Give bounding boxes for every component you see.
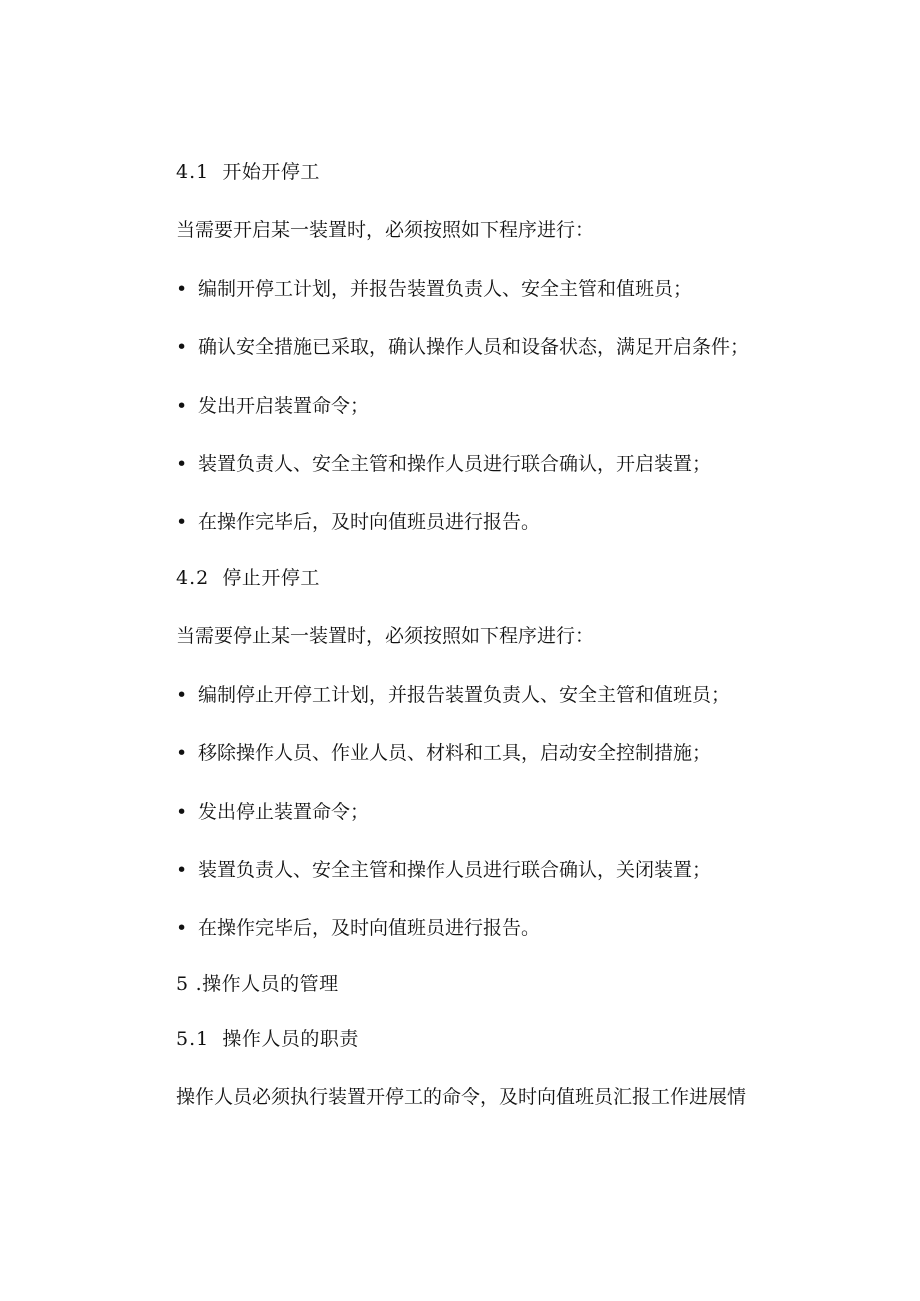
list-item [176,800,369,824]
section-title: 停止开停工 [222,567,320,589]
section-number: 5.1 [176,1028,210,1050]
bullet-icon: • [176,511,188,533]
list-item-text: 编制开停工计划，并报告装置负责人、安全主管和值班员； [198,278,693,300]
list-item-text: 确认安全措施已采取，确认操作人员和设备状态，满足开启条件； [198,336,750,358]
bullet-icon: • [176,684,188,706]
section-number: 4.2 [176,567,210,589]
section-title: .操作人员的管理 [195,973,339,995]
list-item [176,916,540,940]
bullet-icon: • [176,453,188,475]
bullet-icon: • [176,859,188,881]
list-item [176,741,711,765]
list-item-text: 移除操作人员、作业人员、材料和工具，启动安全控制措施； [198,742,712,764]
list-item-text: 装置负责人、安全主管和操作人员进行联合确认，开启装置； [198,453,712,475]
list-item-text: 编制停止开停工计划，并报告装置负责人、安全主管和值班员； [198,684,731,706]
bullet-icon: • [176,917,188,939]
list-item [176,452,711,476]
section-number: 4.1 [176,161,210,183]
list-item [176,277,692,301]
section-4-1-intro: 当需要开启某一装置时，必须按照如下程序进行： [176,219,595,241]
bullet-icon: • [176,278,188,300]
section-4-2-heading [176,566,320,590]
section-title: 操作人员的职责 [222,1028,359,1050]
list-item-text: 发出停止装置命令； [198,801,370,823]
section-5-1-heading [176,1027,359,1051]
section-number: 5 [176,973,190,995]
list-item-text: 装置负责人、安全主管和操作人员进行联合确认，关闭装置； [198,859,712,881]
bullet-icon: • [176,395,188,417]
list-item-text: 在操作完毕后，及时向值班员进行报告。 [198,917,541,939]
bullet-icon: • [176,336,188,358]
section-5-1-body: 操作人员必须执行装置开停工的命令，及时向值班员汇报工作进展情 [176,1086,747,1108]
list-item [176,683,730,707]
bullet-icon: • [176,801,188,823]
section-4-2-intro: 当需要停止某一装置时，必须按照如下程序进行： [176,625,595,647]
list-item [176,394,369,418]
section-title: 开始开停工 [222,161,320,183]
list-item [176,510,540,534]
list-item [176,335,749,359]
section-4-1-heading [176,160,320,184]
list-item-text: 发出开启装置命令； [198,395,370,417]
section-5-heading [176,972,339,996]
list-item-text: 在操作完毕后，及时向值班员进行报告。 [198,511,541,533]
list-item [176,858,711,882]
bullet-icon: • [176,742,188,764]
